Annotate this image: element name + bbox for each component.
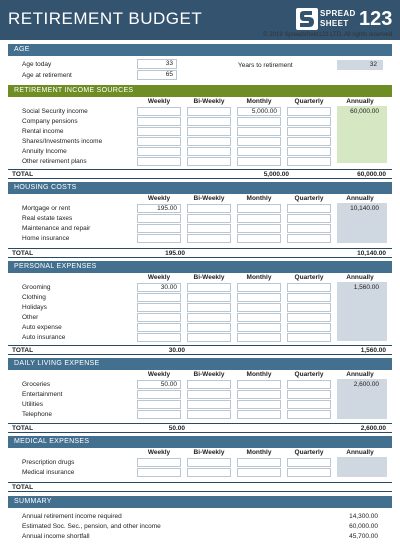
housing-biweekly-input[interactable] — [187, 234, 231, 243]
income-quarterly-input[interactable] — [287, 147, 331, 156]
column-header-weekly: Weekly — [147, 195, 171, 202]
income-monthly-input[interactable] — [237, 137, 281, 146]
living-quarterly-input[interactable] — [287, 400, 331, 409]
living-biweekly-input[interactable] — [187, 410, 231, 419]
logo-number: 123 — [359, 8, 393, 30]
personal-biweekly-input[interactable] — [187, 293, 231, 302]
living-monthly-input[interactable] — [237, 380, 281, 389]
income-weekly-input[interactable] — [137, 107, 181, 116]
income-row-label: Company pensions — [22, 118, 78, 125]
summary-row-value: 14,300.00 — [349, 513, 378, 520]
living-quarterly-input[interactable] — [287, 410, 331, 419]
medical-monthly-input[interactable] — [237, 468, 281, 477]
housing-row-label: Home insurance — [22, 235, 70, 242]
personal-row-label: Auto expense — [22, 324, 62, 331]
medical-quarterly-input[interactable] — [287, 468, 331, 477]
personal-section-header: PERSONAL EXPENSES — [8, 261, 392, 273]
medical-section-header: MEDICAL EXPENSES — [8, 436, 392, 448]
income-monthly-input[interactable] — [237, 157, 281, 166]
living-total-weekly: 50.00 — [168, 425, 185, 432]
living-total-label: TOTAL — [12, 425, 34, 432]
income-weekly-input[interactable] — [137, 127, 181, 136]
column-header-weekly: Weekly — [147, 371, 171, 378]
housing-section-header: HOUSING COSTS — [8, 182, 392, 194]
column-header-quarterly: Quarterly — [294, 371, 324, 378]
personal-monthly-input[interactable] — [237, 313, 281, 322]
column-header-annual: Annually — [346, 274, 374, 281]
income-monthly-input[interactable] — [237, 127, 281, 136]
logo-text-bottom: SHEET — [320, 19, 349, 28]
column-header-biweekly: Bi-Weekly — [193, 449, 225, 456]
income-annual-value: 60,000.00 — [350, 108, 379, 115]
income-monthly-input[interactable]: 5,000.00 — [237, 107, 281, 116]
summary-row-label: Annual retirement income required — [22, 513, 122, 520]
column-header-monthly: Monthly — [246, 449, 272, 456]
column-header-monthly: Monthly — [246, 98, 272, 105]
housing-biweekly-input[interactable] — [187, 214, 231, 223]
housing-weekly-input[interactable]: 195.00 — [137, 204, 181, 213]
personal-row-label: Clothing — [22, 294, 46, 301]
income-quarterly-input[interactable] — [287, 157, 331, 166]
income-weekly-input[interactable] — [137, 117, 181, 126]
income-monthly-input[interactable] — [237, 147, 281, 156]
personal-weekly-input[interactable] — [137, 333, 181, 342]
income-biweekly-input[interactable] — [187, 107, 231, 116]
logo-mark-icon — [296, 8, 318, 30]
personal-row-label: Grooming — [22, 284, 51, 291]
column-header-biweekly: Bi-Weekly — [193, 371, 225, 378]
medical-weekly-input[interactable] — [137, 468, 181, 477]
medical-biweekly-input[interactable] — [187, 458, 231, 467]
income-row-label: Social Security income — [22, 108, 88, 115]
living-monthly-input[interactable] — [237, 410, 281, 419]
medical-annual-column — [337, 457, 387, 477]
medical-row-label: Medical insurance — [22, 469, 75, 476]
page-title: RETIREMENT BUDGET — [8, 9, 203, 28]
summary-row-value: 45,700.00 — [349, 533, 378, 540]
column-header-biweekly: Bi-Weekly — [193, 98, 225, 105]
income-quarterly-input[interactable] — [287, 137, 331, 146]
medical-biweekly-input[interactable] — [187, 468, 231, 477]
income-total-monthly: 5,000.00 — [263, 171, 289, 178]
housing-total-row — [8, 248, 392, 258]
personal-weekly-input[interactable] — [137, 293, 181, 302]
personal-biweekly-input[interactable] — [187, 303, 231, 312]
income-quarterly-input[interactable] — [287, 127, 331, 136]
income-total-row — [8, 169, 392, 179]
age-today-label: Age today — [22, 61, 52, 68]
income-quarterly-input[interactable] — [287, 117, 331, 126]
personal-total-weekly: 30.00 — [168, 347, 185, 354]
column-header-weekly: Weekly — [147, 449, 171, 456]
years-to-retire-value: 32 — [337, 60, 383, 70]
column-header-annual: Annually — [346, 449, 374, 456]
housing-total-annual: 10,140.00 — [357, 250, 386, 257]
column-header-annual: Annually — [346, 98, 374, 105]
medical-quarterly-input[interactable] — [287, 458, 331, 467]
living-monthly-input[interactable] — [237, 400, 281, 409]
personal-total-label: TOTAL — [12, 347, 34, 354]
living-section-header: DAILY LIVING EXPENSE — [8, 358, 392, 370]
income-biweekly-input[interactable] — [187, 117, 231, 126]
income-weekly-input[interactable] — [137, 147, 181, 156]
housing-quarterly-input[interactable] — [287, 224, 331, 233]
personal-row-label: Auto insurance — [22, 334, 66, 341]
personal-monthly-input[interactable] — [237, 333, 281, 342]
column-header-monthly: Monthly — [246, 371, 272, 378]
housing-monthly-input[interactable] — [237, 204, 281, 213]
living-quarterly-input[interactable] — [287, 380, 331, 389]
living-total-row — [8, 423, 392, 433]
living-annual-value: 2,600.00 — [353, 381, 379, 388]
medical-weekly-input[interactable] — [137, 458, 181, 467]
personal-quarterly-input[interactable] — [287, 293, 331, 302]
housing-quarterly-input[interactable] — [287, 234, 331, 243]
income-weekly-input[interactable] — [137, 137, 181, 146]
living-weekly-input[interactable] — [137, 400, 181, 409]
housing-monthly-input[interactable] — [237, 224, 281, 233]
housing-biweekly-input[interactable] — [187, 204, 231, 213]
column-header-monthly: Monthly — [246, 274, 272, 281]
income-row-label: Other retirement plans — [22, 158, 87, 165]
income-total-label: TOTAL — [12, 171, 34, 178]
personal-quarterly-input[interactable] — [287, 333, 331, 342]
housing-quarterly-input[interactable] — [287, 204, 331, 213]
living-row-label: Utilities — [22, 401, 43, 408]
years-to-retire-label: Years to retirement — [238, 62, 293, 69]
summary-section-header: SUMMARY — [8, 496, 392, 508]
personal-total-annual: 1,560.00 — [360, 347, 386, 354]
column-header-biweekly: Bi-Weekly — [193, 274, 225, 281]
housing-weekly-input[interactable] — [137, 234, 181, 243]
personal-weekly-input[interactable] — [137, 323, 181, 332]
living-total-annual: 2,600.00 — [360, 425, 386, 432]
housing-row-label: Maintenance and repair — [22, 225, 91, 232]
living-row-label: Entertainment — [22, 391, 63, 398]
housing-row-label: Real estate taxes — [22, 215, 73, 222]
income-monthly-input[interactable] — [237, 117, 281, 126]
living-row-label: Groceries — [22, 381, 51, 388]
age-section-header: AGE — [8, 44, 392, 56]
age-today-input[interactable]: 33 — [137, 59, 177, 69]
living-biweekly-input[interactable] — [187, 380, 231, 389]
column-header-biweekly: Bi-Weekly — [193, 195, 225, 202]
personal-quarterly-input[interactable] — [287, 283, 331, 292]
income-section-header: RETIREMENT INCOME SOURCES — [8, 85, 392, 97]
column-header-quarterly: Quarterly — [294, 449, 324, 456]
housing-monthly-input[interactable] — [237, 234, 281, 243]
income-biweekly-input[interactable] — [187, 147, 231, 156]
living-weekly-input[interactable]: 50.00 — [137, 380, 181, 389]
housing-weekly-input[interactable] — [137, 224, 181, 233]
personal-weekly-input[interactable] — [137, 303, 181, 312]
copyright-text: © 2019 Spreadsheet123 LTD. All rights reserved — [263, 32, 392, 38]
brand-logo — [296, 8, 394, 30]
personal-quarterly-input[interactable] — [287, 303, 331, 312]
living-weekly-input[interactable] — [137, 410, 181, 419]
summary-row-value: 60,000.00 — [349, 523, 378, 530]
income-quarterly-input[interactable] — [287, 107, 331, 116]
personal-biweekly-input[interactable] — [187, 333, 231, 342]
housing-total-weekly: 195.00 — [165, 250, 185, 257]
personal-row-label: Other — [22, 314, 39, 321]
housing-annual-value: 10,140.00 — [350, 205, 379, 212]
column-header-weekly: Weekly — [147, 98, 171, 105]
personal-row-label: Holidays — [22, 304, 47, 311]
income-total-annual: 60,000.00 — [357, 171, 386, 178]
column-header-quarterly: Quarterly — [294, 195, 324, 202]
personal-annual-value: 1,560.00 — [353, 284, 379, 291]
living-row-label: Telephone — [22, 411, 52, 418]
income-weekly-input[interactable] — [137, 157, 181, 166]
income-biweekly-input[interactable] — [187, 157, 231, 166]
column-header-weekly: Weekly — [147, 274, 171, 281]
housing-total-label: TOTAL — [12, 250, 34, 257]
personal-monthly-input[interactable] — [237, 303, 281, 312]
medical-total-label: TOTAL — [12, 484, 34, 491]
personal-biweekly-input[interactable] — [187, 283, 231, 292]
income-biweekly-input[interactable] — [187, 127, 231, 136]
column-header-annual: Annually — [346, 195, 374, 202]
personal-biweekly-input[interactable] — [187, 323, 231, 332]
living-biweekly-input[interactable] — [187, 400, 231, 409]
income-row-label: Shares/Investments income — [22, 138, 103, 145]
living-weekly-input[interactable] — [137, 390, 181, 399]
column-header-quarterly: Quarterly — [294, 274, 324, 281]
living-quarterly-input[interactable] — [287, 390, 331, 399]
age-retire-input[interactable]: 65 — [137, 70, 177, 80]
income-biweekly-input[interactable] — [187, 137, 231, 146]
housing-row-label: Mortgage or rent — [22, 205, 71, 212]
personal-monthly-input[interactable] — [237, 283, 281, 292]
personal-weekly-input[interactable]: 30.00 — [137, 283, 181, 292]
housing-weekly-input[interactable] — [137, 214, 181, 223]
medical-row-label: Prescription drugs — [22, 459, 75, 466]
column-header-monthly: Monthly — [246, 195, 272, 202]
medical-total-row — [8, 482, 392, 492]
personal-quarterly-input[interactable] — [287, 313, 331, 322]
personal-total-row — [8, 345, 392, 355]
personal-biweekly-input[interactable] — [187, 313, 231, 322]
income-row-label: Rental income — [22, 128, 64, 135]
housing-quarterly-input[interactable] — [287, 214, 331, 223]
summary-row-label: Estimated Soc. Sec., pension, and other income — [22, 523, 161, 530]
income-row-label: Annuity Income — [22, 148, 67, 155]
personal-quarterly-input[interactable] — [287, 323, 331, 332]
age-retire-label: Age at retirement — [22, 72, 72, 79]
living-biweekly-input[interactable] — [187, 390, 231, 399]
personal-monthly-input[interactable] — [237, 323, 281, 332]
housing-monthly-input[interactable] — [237, 214, 281, 223]
column-header-annual: Annually — [346, 371, 374, 378]
logo-text-top: SPREAD — [320, 9, 356, 18]
medical-monthly-input[interactable] — [237, 458, 281, 467]
personal-weekly-input[interactable] — [137, 313, 181, 322]
summary-row-label: Annual income shortfall — [22, 533, 90, 540]
living-monthly-input[interactable] — [237, 390, 281, 399]
personal-monthly-input[interactable] — [237, 293, 281, 302]
column-header-quarterly: Quarterly — [294, 98, 324, 105]
housing-biweekly-input[interactable] — [187, 224, 231, 233]
